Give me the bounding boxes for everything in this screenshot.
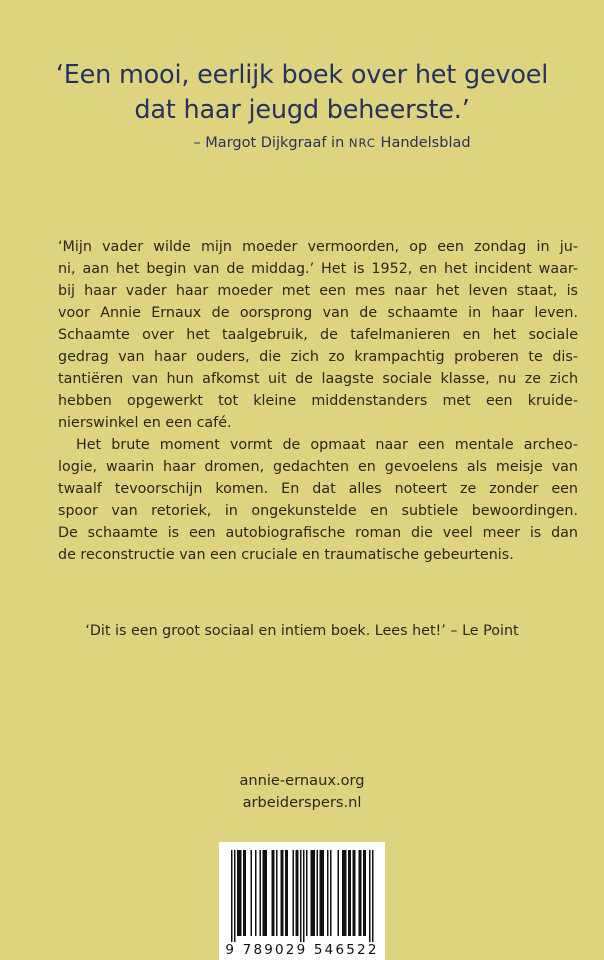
barcode-bar — [320, 850, 322, 936]
barcode-bar — [311, 850, 313, 936]
review-quote — [0, 58, 604, 151]
blurb-line: bij haar vader haar moeder met een mes naar het leven staat, is — [58, 283, 578, 299]
barcode-bar — [359, 850, 361, 936]
blurb-line: voor Annie Ernaux de oorsprong van de schaamte in haar leven. — [58, 305, 578, 321]
blurb-line: tantiëren van hun afkomst uit de laagste sociale klasse, nu ze zich — [58, 371, 578, 387]
barcode-bar — [237, 850, 239, 936]
review-quote-line-1: ‘Een mooi, eerlijk boek over het gevoel — [55, 60, 549, 90]
blurb-line: spoor van retoriek, in ongekunstelde en subtiele bewoordingen. — [58, 503, 578, 519]
nrc-smallcaps: NRC — [348, 136, 376, 150]
barcode-bar — [327, 850, 329, 936]
blurb-line: gedrag van haar ouders, die zich zo krampachtig proberen te dis- — [58, 349, 578, 365]
isbn-barcode — [219, 842, 385, 960]
barcode-bar — [263, 850, 265, 936]
barcode-bar — [330, 850, 332, 936]
barcode-bar — [348, 850, 350, 936]
blurb-paragraph-2 — [58, 434, 578, 566]
barcode-bar — [372, 850, 374, 942]
barcode-bar — [354, 850, 356, 936]
author-website-link[interactable]: annie-ernaux.org — [239, 772, 365, 789]
barcode-bar — [264, 850, 266, 936]
barcode-bar — [365, 850, 367, 936]
critic-quote: ‘Dit is een groot sociaal en intiem boek. Lees het!’ – Le Point — [85, 623, 519, 639]
blurb — [58, 236, 578, 566]
barcode-bar — [306, 850, 308, 936]
barcode-bar — [312, 850, 314, 936]
barcode-bar — [273, 850, 275, 936]
barcode-bar — [231, 850, 233, 942]
barcode-bar — [353, 850, 355, 936]
barcode-bar — [276, 850, 278, 936]
barcode-bar — [303, 850, 305, 942]
barcode-bar — [285, 850, 287, 936]
barcode-bar — [251, 850, 253, 936]
blurb-line: Schaamte over het taalgebruik, de tafelmanieren en het sociale — [58, 327, 578, 343]
isbn-number: 9 789029 546522 — [225, 942, 379, 958]
barcode-bar — [260, 850, 262, 936]
barcode-bar — [369, 850, 371, 942]
barcode-bar — [323, 850, 325, 936]
blurb-line: de reconstructie van een cruciale en traumatische gebeurtenis. — [58, 547, 514, 563]
blurb-line: ‘Mijn vader wilde mijn moeder vermoorden, op een zondag in ju- — [58, 239, 578, 255]
barcode-bar — [363, 850, 365, 936]
attribution-suffix: Handelsblad — [375, 135, 471, 151]
blurb-line: hebben opgewerkt tot kleine middenstanders met een kruide- — [58, 393, 578, 409]
barcode-bar — [245, 850, 247, 936]
barcode-bar — [350, 850, 352, 936]
website-links — [0, 770, 604, 814]
barcode-bar — [360, 850, 362, 936]
barcode-bar — [240, 850, 242, 936]
barcode-bar — [300, 850, 302, 942]
barcode-bar — [255, 850, 257, 936]
barcode-bar — [287, 850, 289, 936]
blurb-line: logie, waarin haar dromen, gedachten en gevoelens als meisje van — [58, 459, 578, 475]
attribution-prefix: – Margot Dijkgraaf in — [193, 135, 349, 151]
review-quote-line-2: dat haar jeugd beheerste.’ — [134, 95, 470, 125]
barcode-bar — [314, 850, 316, 936]
barcode-bar — [266, 850, 268, 936]
barcode-bar — [317, 850, 319, 936]
blurb-paragraph-1 — [58, 236, 578, 434]
blurb-line: De schaamte is een autobiografische roman die veel meer is dan — [58, 525, 578, 541]
barcode-bar — [282, 850, 284, 936]
blurb-line: nierswinkel en een café. — [58, 415, 232, 431]
review-attribution — [0, 135, 604, 151]
blurb-line: ni, aan het begin van de middag.’ Het is 1952, en het incident waar- — [58, 261, 578, 277]
barcode-bar — [296, 850, 298, 936]
barcode-bar — [342, 850, 344, 936]
barcode-bar — [234, 850, 236, 942]
barcode-bar — [344, 850, 346, 936]
barcode-bar — [321, 850, 323, 936]
barcode-bar — [272, 850, 274, 936]
blurb-line: twaalf tevoorschijn komen. En dat alles noteert ze zonder een — [58, 481, 578, 497]
barcode-bar — [345, 850, 347, 936]
barcode-bar — [239, 850, 241, 936]
barcode-bar — [293, 850, 295, 936]
barcode-bar — [243, 850, 245, 936]
publisher-website-link[interactable]: arbeiderspers.nl — [242, 794, 362, 811]
barcode-bar — [297, 850, 299, 936]
barcode-bar — [338, 850, 340, 936]
barcode-bar — [281, 850, 283, 936]
blurb-line: Het brute moment vormt de opmaat naar een mentale archeo- — [76, 437, 578, 453]
